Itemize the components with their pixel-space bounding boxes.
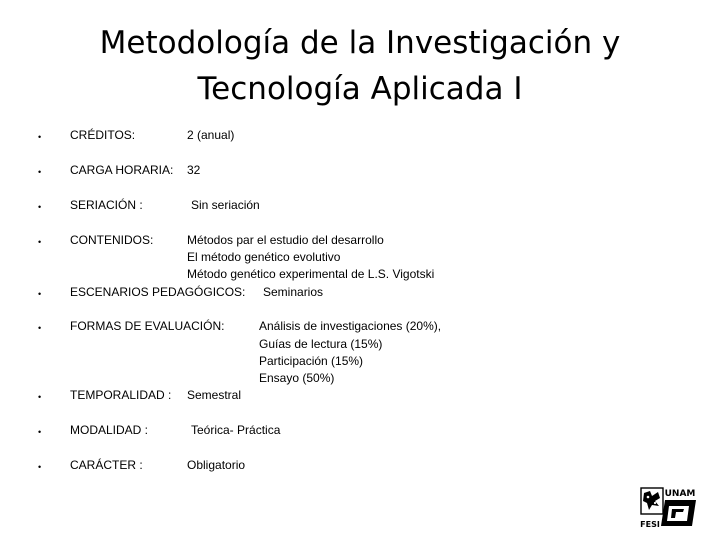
slide-title-line-1: Metodología de la Investigación y — [99, 25, 621, 61]
slide-title-line-2: Tecnología Aplicada I — [197, 71, 523, 107]
logo-text-unam: UNAM — [664, 489, 696, 499]
seriacion-label: SERIACIÓN : — [70, 198, 143, 212]
creditos-value: 2 (anual) — [187, 128, 235, 142]
logo-text-fesi: FESI — [640, 520, 660, 529]
bullet-contenidos: • — [38, 237, 42, 247]
bullet-carga-horaria: • — [38, 167, 42, 177]
contenidos-label: CONTENIDOS: — [70, 233, 154, 247]
temporalidad-label: TEMPORALIDAD : — [70, 388, 172, 402]
bullet-creditos: • — [38, 132, 42, 142]
escenarios-label: ESCENARIOS PEDAGÓGICOS: — [70, 285, 246, 299]
unam-fesi-logo-icon — [640, 486, 704, 530]
seriacion-value: Sin seriación — [191, 198, 260, 212]
modalidad-value: Teórica- Práctica — [191, 423, 281, 437]
carga-horaria-value: 32 — [187, 163, 201, 177]
caracter-label: CARÁCTER : — [70, 458, 143, 472]
bullet-modalidad: • — [38, 427, 42, 437]
evaluacion-label: FORMAS DE EVALUACIÓN: — [70, 319, 225, 333]
bullet-caracter: • — [38, 462, 42, 472]
bullet-seriacion: • — [38, 202, 42, 212]
caracter-value: Obligatorio — [187, 458, 246, 472]
contenidos-item-1: Métodos par el estudio del desarrollo — [187, 233, 384, 247]
bullet-evaluacion: • — [38, 323, 42, 333]
evaluacion-item-3: Participación (15%) — [259, 354, 364, 368]
contenidos-item-2: El método genético evolutivo — [187, 250, 341, 264]
evaluacion-item-4: Ensayo (50%) — [259, 371, 335, 385]
bullet-escenarios: • — [38, 289, 42, 299]
evaluacion-item-1: Análisis de investigaciones (20%), — [259, 319, 442, 333]
evaluacion-item-2: Guías de lectura (15%) — [259, 337, 383, 351]
contenidos-item-3: Método genético experimental de L.S. Vigotski — [187, 267, 435, 281]
bullet-temporalidad: • — [38, 392, 42, 402]
carga-horaria-label: CARGA HORARIA: — [70, 163, 174, 177]
creditos-label: CRÉDITOS: — [70, 128, 136, 142]
modalidad-label: MODALIDAD : — [70, 423, 149, 437]
slide-title — [0, 20, 720, 112]
temporalidad-value: Semestral — [187, 388, 242, 402]
escenarios-value: Seminarios — [263, 285, 324, 299]
